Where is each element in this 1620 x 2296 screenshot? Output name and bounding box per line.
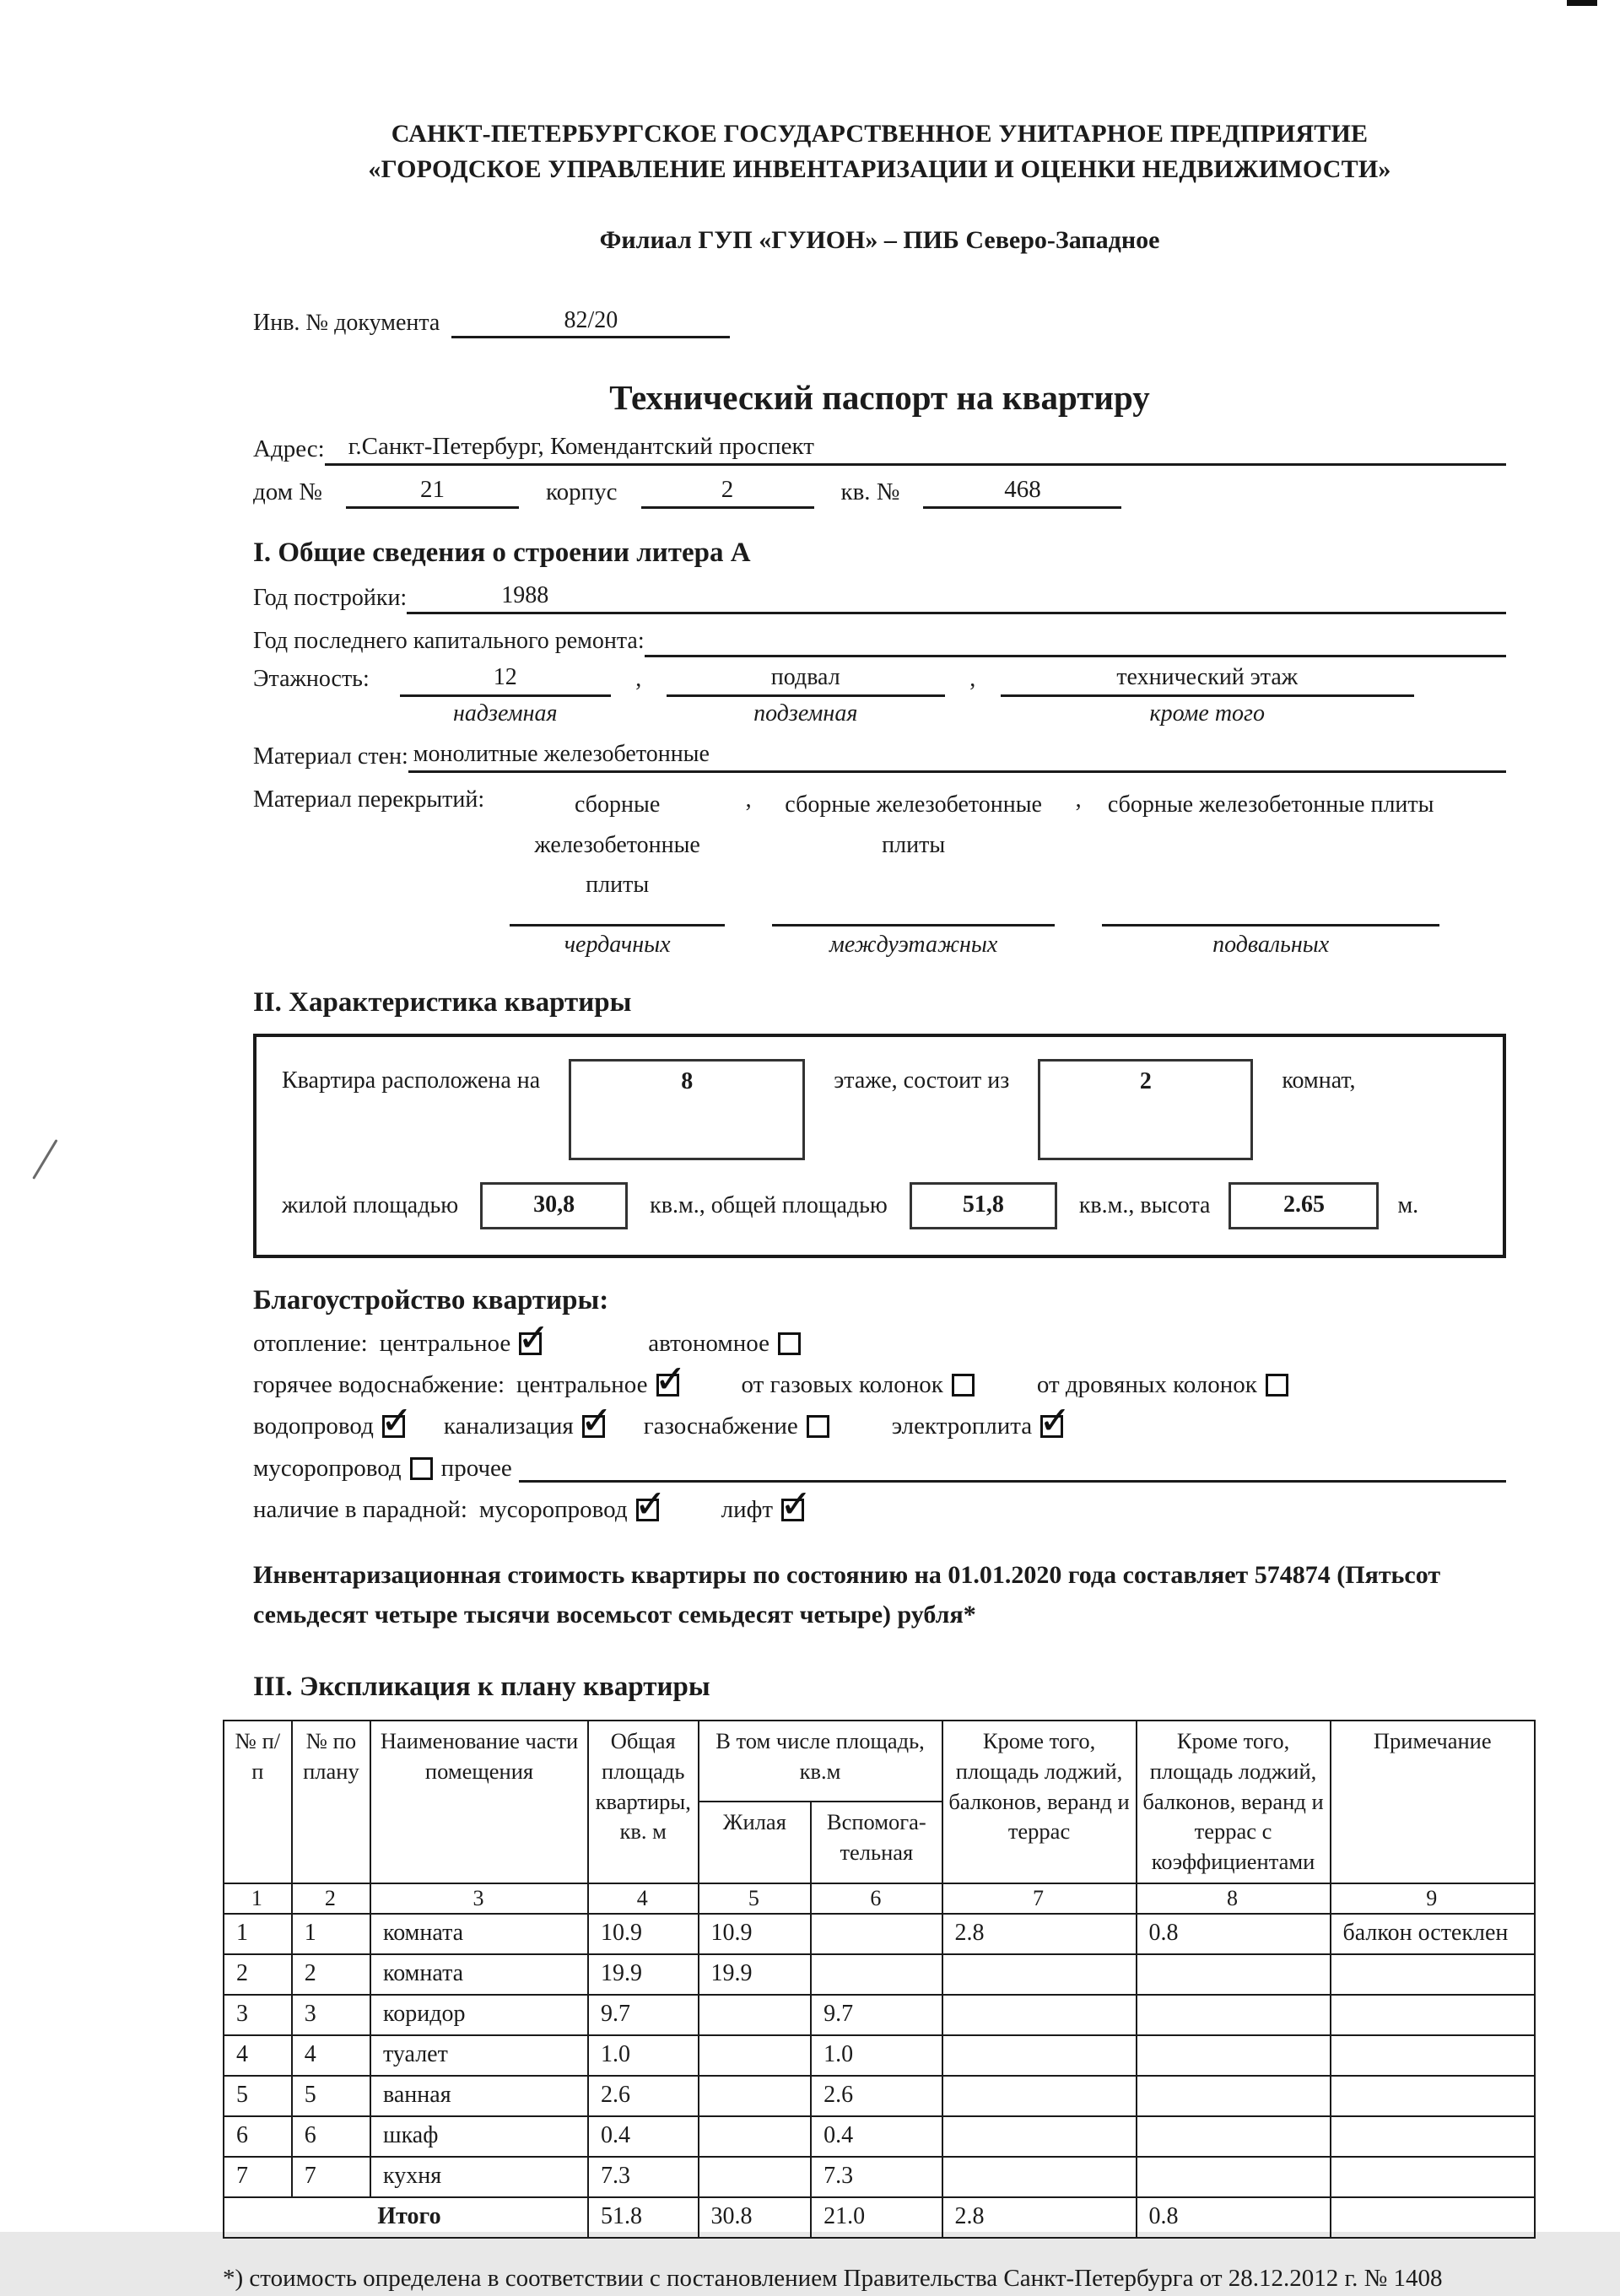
year-built-label: Год постройки: [253, 585, 408, 611]
col-header-balcony-area: Кроме того, площадь лоджий, балконов, веранд и террас [942, 1721, 1137, 1883]
organization-header [253, 116, 1506, 187]
heating-label: отопление: [253, 1330, 368, 1357]
year-repair-label: Год последнего капитального ремонта: [253, 628, 645, 654]
cell-balcony-coef [1137, 1995, 1331, 2035]
col-header-living: Жилая [699, 1802, 812, 1883]
cell-living-area [699, 1995, 812, 2035]
entrance-chute-checkbox [636, 1499, 659, 1521]
amenity-item [444, 1413, 613, 1440]
heating-central-label: центральное [379, 1330, 511, 1357]
cell-aux-area: 7.3 [811, 2157, 942, 2197]
floor-number-box: 8 [569, 1059, 805, 1160]
comma-separator: , [969, 666, 976, 692]
hot-water-gas-checkbox [952, 1374, 975, 1397]
sewerage-checkbox [582, 1415, 605, 1438]
col-header-plan-num: № по плану [292, 1721, 370, 1883]
cell-aux-area: 2.6 [811, 2076, 942, 2116]
cell-living-area: 10.9 [699, 1914, 812, 1954]
floors-above-ground-sublabel: надземная [452, 700, 558, 727]
slabs-interfloor-sublabel: междуэтажных [829, 932, 998, 958]
cell-aux-area: 9.7 [811, 1995, 942, 2035]
other-value-blank [519, 1454, 1506, 1483]
table-row [224, 1954, 1535, 1995]
other-label: прочее [440, 1454, 512, 1482]
year-built-value: 1988 [407, 582, 1506, 614]
amenity-item [644, 1413, 838, 1440]
cell-balcony-coef: 0.8 [1137, 1914, 1331, 1954]
slabs-basement [1102, 785, 1439, 959]
cell-balcony-coef [1137, 1954, 1331, 1995]
column-number: 6 [811, 1883, 942, 1914]
cell-total-area: 19.9 [588, 1954, 699, 1995]
cell-total-area: 0.4 [588, 2116, 699, 2157]
cell-living-area [699, 2076, 812, 2116]
comma-separator: , [635, 666, 642, 692]
cell-room-name: комната [370, 1954, 588, 1995]
amenity-item [742, 1371, 983, 1399]
cell-balcony-area [942, 2157, 1137, 2197]
elevator-label: лифт [721, 1496, 774, 1523]
amenities-utilities-line [253, 1413, 1506, 1440]
heating-central-checkbox [519, 1332, 542, 1355]
section1-heading: I. Общие сведения о строении литера А [253, 538, 751, 568]
amenity-item [721, 1496, 813, 1524]
floors-basement [667, 664, 945, 727]
cell-room-name: шкаф [370, 2116, 588, 2157]
rooms-suffix: комнат, [1282, 1067, 1356, 1094]
cell-note: балкон остеклен [1331, 1914, 1535, 1954]
sewerage-label: канализация [443, 1413, 574, 1440]
cell-plan-num: 3 [292, 1995, 370, 2035]
height-box: 2.65 [1228, 1182, 1379, 1229]
slabs-interfloor [772, 785, 1055, 959]
column-number: 3 [370, 1883, 588, 1914]
total-balcony-value: 2.8 [942, 2197, 1137, 2238]
address-line [253, 433, 1506, 466]
amenity-item [892, 1413, 1072, 1440]
hot-water-gas-label: от газовых колонок [741, 1371, 943, 1398]
scan-artifact-corner-bar [1567, 0, 1597, 6]
table-column-numbers-row [224, 1883, 1535, 1914]
col-header-balcony-coef: Кроме того, площадь лоджий, балконов, веранд и террас с коэффициентами [1137, 1721, 1331, 1883]
slabs-attic-sublabel: чердачных [564, 932, 671, 958]
cell-plan-num: 4 [292, 2035, 370, 2076]
walls-label: Материал стен: [253, 743, 408, 770]
cell-room-name: коридор [370, 1995, 588, 2035]
cell-balcony-coef [1137, 2035, 1331, 2076]
inventory-number-line [253, 307, 1506, 338]
walls-line [253, 741, 1506, 773]
located-label: Квартира расположена на [282, 1067, 541, 1094]
cell-total-area: 2.6 [588, 2076, 699, 2116]
cell-aux-area [811, 1954, 942, 1995]
address-label: Адрес: [253, 435, 325, 462]
cell-room-name: ванная [370, 2076, 588, 2116]
cell-balcony-coef [1137, 2116, 1331, 2157]
cell-room-name: кухня [370, 2157, 588, 2197]
floors-technical [1001, 664, 1414, 727]
total-area-box: 51,8 [910, 1182, 1057, 1229]
cell-note [1331, 1995, 1535, 2035]
slabs-line [253, 785, 1506, 959]
comma-separator: , [1075, 786, 1082, 813]
cell-num: 6 [224, 2116, 292, 2157]
height-label: кв.м., высота [1078, 1192, 1211, 1218]
cell-note [1331, 1954, 1535, 1995]
year-repair-value [645, 652, 1506, 657]
org-name-line1: САНКТ-ПЕТЕРБУРГСКОЕ ГОСУДАРСТВЕННОЕ УНИТАРНОЕ ПРЕДПРИЯТИЕ [391, 120, 1369, 148]
total-living-value: 30.8 [699, 2197, 812, 2238]
rooms-number-box: 2 [1038, 1059, 1253, 1160]
electric-stove-label: электроплита [891, 1413, 1033, 1440]
amenities-heating-line [253, 1330, 1506, 1358]
col-header-auxiliary: Вспомога- тельная [811, 1802, 942, 1883]
cell-note [1331, 2116, 1535, 2157]
amenity-item [253, 1455, 441, 1483]
table-row [224, 2076, 1535, 2116]
amenity-item [516, 1371, 688, 1399]
total-label: Итого [224, 2197, 588, 2238]
total-aux-value: 21.0 [811, 2197, 942, 2238]
cell-balcony-area [942, 2076, 1137, 2116]
hot-water-central-label: центральное [516, 1371, 648, 1398]
column-number: 9 [1331, 1883, 1535, 1914]
flat-label: кв. № [840, 478, 900, 505]
cell-num: 3 [224, 1995, 292, 2035]
flat-characteristics-box [253, 1034, 1506, 1258]
living-area-label: жилой площадью [282, 1192, 459, 1218]
total-balcony-coef-value: 0.8 [1137, 2197, 1331, 2238]
house-label: дом № [253, 478, 322, 505]
table-row [224, 1995, 1535, 2035]
column-number: 8 [1137, 1883, 1331, 1914]
cell-total-area: 9.7 [588, 1995, 699, 2035]
amenity-item [648, 1330, 809, 1358]
cell-balcony-coef [1137, 2157, 1331, 2197]
footnote: *) стоимость определена в соответствии с постановлением Правительства Санкт-Петербурга от 28.12.2012 г. № 1408 [223, 2264, 1443, 2292]
col-header-area-group: В том числе площадь, кв.м [699, 1721, 942, 1802]
height-suffix: м. [1397, 1192, 1419, 1218]
flat-value: 468 [923, 476, 1121, 509]
slabs-basement-sublabel: подвальных [1212, 932, 1330, 958]
water-supply-checkbox [382, 1415, 405, 1438]
cell-living-area [699, 2157, 812, 2197]
hot-water-label: горячее водоснабжение: [253, 1371, 505, 1398]
cell-balcony-area [942, 1954, 1137, 1995]
cell-num: 7 [224, 2157, 292, 2197]
cell-num: 1 [224, 1914, 292, 1954]
hot-water-central-checkbox [656, 1374, 679, 1397]
walls-value: монолитные железобетонные [408, 741, 1506, 773]
cell-total-area: 10.9 [588, 1914, 699, 1954]
entrance-label: наличие в парадной: [253, 1496, 467, 1523]
total-note [1331, 2197, 1535, 2238]
col-header-note: Примечание [1331, 1721, 1535, 1883]
slabs-interfloor-value: сборные железобетонные плиты [772, 785, 1055, 927]
page-title: Технический паспорт на квартиру [609, 378, 1150, 417]
cell-balcony-area [942, 1995, 1137, 2035]
amenity-item [479, 1496, 667, 1524]
amenities-chute-line [253, 1454, 1506, 1483]
comma-separator: , [745, 786, 752, 813]
floors-line [253, 664, 1506, 727]
cell-room-name: туалет [370, 2035, 588, 2076]
cell-balcony-area [942, 2035, 1137, 2076]
explication-table [223, 1720, 1536, 2239]
cell-num: 2 [224, 1954, 292, 1995]
cell-balcony-area: 2.8 [942, 1914, 1137, 1954]
column-number: 4 [588, 1883, 699, 1914]
elevator-checkbox [781, 1499, 804, 1521]
total-area-value: 51.8 [588, 2197, 699, 2238]
amenity-item [1037, 1371, 1297, 1399]
slabs-basement-value: сборные железобетонные плиты [1102, 785, 1439, 927]
floors-technical-sublabel: кроме того [1149, 700, 1265, 727]
cell-note [1331, 2157, 1535, 2197]
table-row [224, 2035, 1535, 2076]
address-value: г.Санкт-Петербург, Комендантский проспект [325, 433, 1506, 466]
table-header-row [224, 1721, 1535, 1802]
floors-above-ground [400, 664, 611, 727]
heating-autonomous-checkbox [778, 1332, 801, 1355]
col-header-total-area: Общая площадь квартиры, кв. м [588, 1721, 699, 1883]
gas-supply-label: газоснабжение [643, 1413, 798, 1440]
floors-technical-value: технический этаж [1001, 664, 1414, 697]
section3-heading: III. Экспликация к плану квартиры [253, 1672, 710, 1702]
electric-stove-checkbox [1040, 1415, 1063, 1438]
cell-plan-num: 5 [292, 2076, 370, 2116]
cell-living-area [699, 2035, 812, 2076]
cell-note [1331, 2035, 1535, 2076]
water-supply-label: водопровод [253, 1413, 374, 1440]
floors-basement-sublabel: подземная [753, 700, 858, 727]
inventory-number-label: Инв. № документа [253, 310, 440, 336]
total-area-label: кв.м., общей площадью [650, 1192, 888, 1218]
heating-autonomous-label: автономное [648, 1330, 770, 1357]
slabs-attic-value: сборные железобетонные плиты [510, 785, 725, 927]
house-line [253, 476, 1506, 509]
column-number: 1 [224, 1883, 292, 1914]
cell-note [1331, 2076, 1535, 2116]
year-built-line [253, 582, 1506, 614]
org-name-line2: «ГОРОДСКОЕ УПРАВЛЕНИЕ ИНВЕНТАРИЗАЦИИ И ОЦЕНКИ НЕДВИЖИМОСТИ» [368, 155, 1391, 183]
building-label: корпус [545, 478, 618, 505]
cell-aux-area [811, 1914, 942, 1954]
cell-living-area: 19.9 [699, 1954, 812, 1995]
amenities-heading: Благоустройство квартиры: [253, 1285, 609, 1315]
hot-water-wood-checkbox [1266, 1374, 1288, 1397]
column-number: 2 [292, 1883, 370, 1914]
cell-total-area: 7.3 [588, 2157, 699, 2197]
cell-num: 4 [224, 2035, 292, 2076]
cell-plan-num: 6 [292, 2116, 370, 2157]
cell-plan-num: 7 [292, 2157, 370, 2197]
slabs-attic [510, 785, 725, 959]
cell-plan-num: 2 [292, 1954, 370, 1995]
valuation-paragraph: Инвентаризационная стоимость квартиры по состоянию на 01.01.2020 года составляет 574874 (Пятьсот семьдесят четыре тысячи восемьсот семьдесят четыре) рубля* [253, 1561, 1441, 1629]
column-number: 5 [699, 1883, 812, 1914]
col-header-num: № п/п [224, 1721, 292, 1883]
consists-label: этаже, состоит из [834, 1067, 1010, 1094]
table-row [224, 1914, 1535, 1954]
cell-balcony-coef [1137, 2076, 1331, 2116]
entrance-chute-label: мусоропровод [478, 1496, 628, 1523]
building-value: 2 [641, 476, 814, 509]
branch-name: Филиал ГУП «ГУИОН» – ПИБ Северо-Западное [599, 226, 1160, 254]
cell-balcony-area [942, 2116, 1137, 2157]
table-row [224, 2116, 1535, 2157]
cell-total-area: 1.0 [588, 2035, 699, 2076]
amenities-hot-water-line [253, 1371, 1506, 1399]
column-number: 7 [942, 1883, 1137, 1914]
living-area-box: 30,8 [480, 1182, 628, 1229]
inventory-number-value: 82/20 [451, 307, 730, 338]
flat-floor-row [282, 1059, 1477, 1160]
cell-aux-area: 1.0 [811, 2035, 942, 2076]
floors-basement-value: подвал [667, 664, 945, 697]
garbage-chute-checkbox [410, 1457, 433, 1480]
flat-area-row [282, 1182, 1477, 1229]
table-total-row [224, 2197, 1535, 2238]
cell-room-name: комната [370, 1914, 588, 1954]
cell-num: 5 [224, 2076, 292, 2116]
amenity-item [253, 1413, 413, 1440]
floors-above-ground-value: 12 [400, 664, 611, 697]
cell-plan-num: 1 [292, 1914, 370, 1954]
cell-living-area [699, 2116, 812, 2157]
slabs-label: Материал перекрытий: [253, 786, 485, 813]
amenities-entrance-line [253, 1496, 1506, 1524]
year-repair-line [253, 628, 1506, 657]
floors-label: Этажность: [253, 666, 370, 692]
amenity-item [380, 1330, 551, 1358]
gas-supply-checkbox [807, 1415, 829, 1438]
garbage-chute-label: мусоропровод [253, 1454, 402, 1482]
house-value: 21 [346, 476, 519, 509]
cell-aux-area: 0.4 [811, 2116, 942, 2157]
section2-heading: II. Характеристика квартиры [253, 987, 632, 1018]
hot-water-wood-label: от дровяных колонок [1036, 1371, 1257, 1398]
table-row [224, 2157, 1535, 2197]
col-header-room-name: Наименование части помещения [370, 1721, 588, 1883]
